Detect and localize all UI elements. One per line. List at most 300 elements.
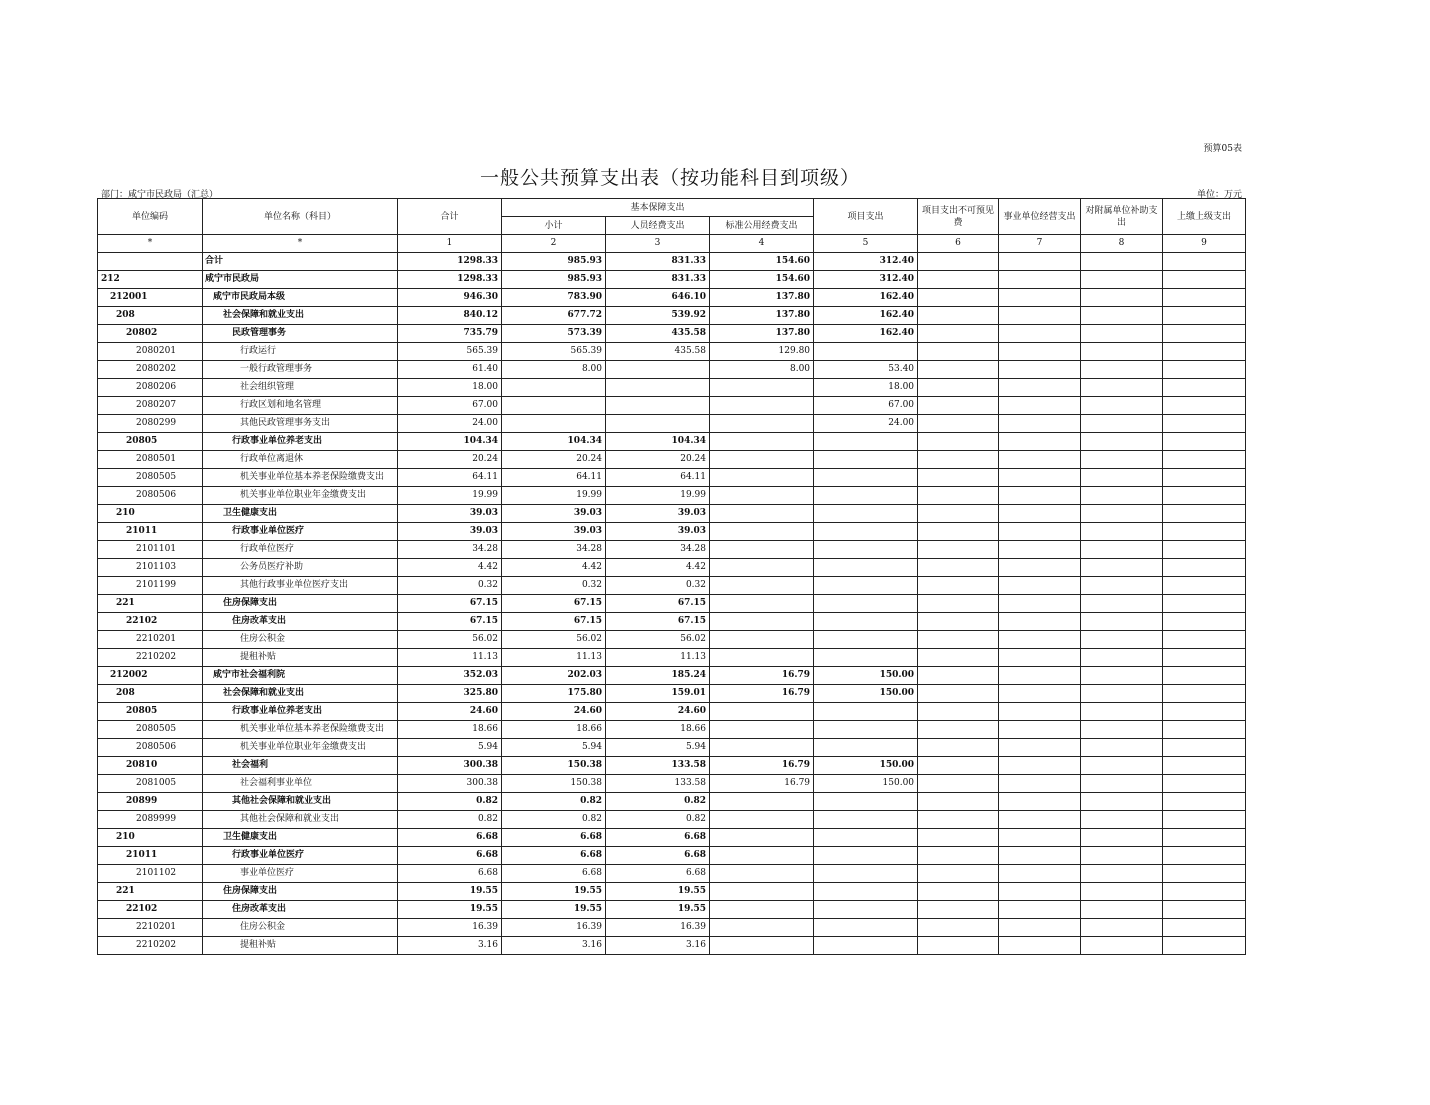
row-value bbox=[1163, 739, 1246, 757]
row-value bbox=[1081, 703, 1163, 721]
row-value bbox=[710, 559, 814, 577]
row-value: 11.13 bbox=[502, 649, 606, 667]
row-value: 64.11 bbox=[398, 469, 502, 487]
row-value: 946.30 bbox=[398, 289, 502, 307]
row-value: 0.82 bbox=[606, 793, 710, 811]
row-name: 行政事业单位养老支出 bbox=[203, 703, 398, 721]
header-business: 事业单位经营支出 bbox=[999, 199, 1081, 235]
row-name: 行政事业单位医疗 bbox=[203, 847, 398, 865]
row-value bbox=[1163, 361, 1246, 379]
row-value: 150.00 bbox=[814, 757, 918, 775]
row-code: 20802 bbox=[98, 325, 203, 343]
row-value bbox=[1163, 649, 1246, 667]
table-row bbox=[98, 703, 1246, 721]
row-value bbox=[1163, 559, 1246, 577]
row-value: 39.03 bbox=[398, 523, 502, 541]
row-value: 137.80 bbox=[710, 289, 814, 307]
row-value: 19.55 bbox=[502, 883, 606, 901]
row-value bbox=[814, 505, 918, 523]
table-row bbox=[98, 775, 1246, 793]
row-value bbox=[814, 577, 918, 595]
table-row bbox=[98, 649, 1246, 667]
row-name: 住房保障支出 bbox=[203, 595, 398, 613]
header-basic-group: 基本保障支出 bbox=[502, 199, 814, 217]
row-value: 6.68 bbox=[606, 847, 710, 865]
row-value bbox=[1081, 505, 1163, 523]
row-value bbox=[1163, 253, 1246, 271]
row-value bbox=[1163, 757, 1246, 775]
unit-label: 单位：万元 bbox=[1196, 190, 1242, 200]
row-value bbox=[918, 307, 999, 325]
row-value: 67.15 bbox=[502, 613, 606, 631]
row-value: 39.03 bbox=[606, 523, 710, 541]
row-value bbox=[710, 739, 814, 757]
row-value bbox=[1163, 487, 1246, 505]
row-value bbox=[1163, 271, 1246, 289]
row-value bbox=[710, 487, 814, 505]
row-value bbox=[814, 847, 918, 865]
row-value bbox=[999, 811, 1081, 829]
row-value bbox=[918, 793, 999, 811]
row-value bbox=[918, 469, 999, 487]
row-code: 2080206 bbox=[98, 379, 203, 397]
header-subtotal: 小计 bbox=[502, 217, 606, 235]
row-value bbox=[710, 883, 814, 901]
row-value bbox=[814, 343, 918, 361]
row-value bbox=[918, 775, 999, 793]
row-value bbox=[1163, 433, 1246, 451]
index-cell: 3 bbox=[606, 235, 710, 253]
row-value: 154.60 bbox=[710, 253, 814, 271]
row-value bbox=[918, 577, 999, 595]
row-code: 2080505 bbox=[98, 721, 203, 739]
row-name: 一般行政管理事务 bbox=[203, 361, 398, 379]
table-row bbox=[98, 757, 1246, 775]
table-row bbox=[98, 469, 1246, 487]
row-value bbox=[814, 865, 918, 883]
row-value bbox=[918, 487, 999, 505]
row-value bbox=[999, 775, 1081, 793]
row-value bbox=[918, 757, 999, 775]
index-cell: 1 bbox=[398, 235, 502, 253]
row-value: 6.68 bbox=[398, 847, 502, 865]
row-name: 其他行政事业单位医疗支出 bbox=[203, 577, 398, 595]
row-value: 104.34 bbox=[398, 433, 502, 451]
row-value: 150.38 bbox=[502, 757, 606, 775]
table-row bbox=[98, 865, 1246, 883]
table-row bbox=[98, 919, 1246, 937]
row-value bbox=[814, 559, 918, 577]
row-value: 34.28 bbox=[606, 541, 710, 559]
row-name: 社会保障和就业支出 bbox=[203, 307, 398, 325]
row-code: 2080506 bbox=[98, 487, 203, 505]
row-value bbox=[918, 523, 999, 541]
row-value: 735.79 bbox=[398, 325, 502, 343]
row-value: 11.13 bbox=[606, 649, 710, 667]
row-name: 其他社会保障和就业支出 bbox=[203, 793, 398, 811]
row-value: 539.92 bbox=[606, 307, 710, 325]
row-name: 社会保障和就业支出 bbox=[203, 685, 398, 703]
row-value bbox=[1163, 595, 1246, 613]
row-value bbox=[918, 613, 999, 631]
row-value bbox=[814, 613, 918, 631]
row-code: 20805 bbox=[98, 703, 203, 721]
row-value bbox=[1163, 523, 1246, 541]
table-row bbox=[98, 343, 1246, 361]
row-code: 2101103 bbox=[98, 559, 203, 577]
row-value bbox=[710, 505, 814, 523]
index-cell: 5 bbox=[814, 235, 918, 253]
row-value: 677.72 bbox=[502, 307, 606, 325]
row-value bbox=[918, 685, 999, 703]
header-project: 项目支出 bbox=[814, 199, 918, 235]
row-value bbox=[814, 829, 918, 847]
row-value bbox=[918, 343, 999, 361]
table-row bbox=[98, 721, 1246, 739]
row-value bbox=[999, 667, 1081, 685]
row-value bbox=[1163, 847, 1246, 865]
row-value bbox=[710, 937, 814, 955]
row-value: 19.55 bbox=[606, 883, 710, 901]
row-code: 210 bbox=[98, 829, 203, 847]
row-code: 2081005 bbox=[98, 775, 203, 793]
row-value bbox=[814, 469, 918, 487]
row-value bbox=[1163, 775, 1246, 793]
row-value bbox=[710, 541, 814, 559]
row-value bbox=[1081, 811, 1163, 829]
row-value bbox=[1163, 469, 1246, 487]
row-code: 212002 bbox=[98, 667, 203, 685]
row-value bbox=[814, 883, 918, 901]
row-value: 19.99 bbox=[606, 487, 710, 505]
row-name: 住房公积金 bbox=[203, 919, 398, 937]
row-value bbox=[1163, 343, 1246, 361]
row-value bbox=[1081, 793, 1163, 811]
row-code: 2101101 bbox=[98, 541, 203, 559]
row-code: 2101102 bbox=[98, 865, 203, 883]
row-code: 208 bbox=[98, 685, 203, 703]
row-code: 20810 bbox=[98, 757, 203, 775]
row-value bbox=[1163, 415, 1246, 433]
row-value bbox=[918, 415, 999, 433]
row-name: 合计 bbox=[203, 253, 398, 271]
page-title: 一般公共预算支出表（按功能科目到项级） bbox=[479, 167, 860, 189]
row-value bbox=[918, 271, 999, 289]
row-value: 5.94 bbox=[398, 739, 502, 757]
row-value: 6.68 bbox=[502, 829, 606, 847]
row-value: 565.39 bbox=[398, 343, 502, 361]
row-value: 150.38 bbox=[502, 775, 606, 793]
row-value: 129.80 bbox=[710, 343, 814, 361]
row-value bbox=[710, 793, 814, 811]
row-code: 208 bbox=[98, 307, 203, 325]
row-value bbox=[999, 739, 1081, 757]
row-value bbox=[918, 901, 999, 919]
row-value: 16.79 bbox=[710, 757, 814, 775]
row-value bbox=[1163, 613, 1246, 631]
row-value: 19.55 bbox=[398, 901, 502, 919]
row-value: 16.39 bbox=[606, 919, 710, 937]
row-value bbox=[918, 667, 999, 685]
table-row bbox=[98, 739, 1246, 757]
row-value bbox=[814, 937, 918, 955]
table-row bbox=[98, 559, 1246, 577]
row-value: 0.82 bbox=[502, 793, 606, 811]
row-value bbox=[1163, 811, 1246, 829]
row-value bbox=[1163, 937, 1246, 955]
row-value bbox=[1081, 919, 1163, 937]
row-value: 53.40 bbox=[814, 361, 918, 379]
row-value bbox=[999, 325, 1081, 343]
row-name: 机关事业单位基本养老保险缴费支出 bbox=[203, 721, 398, 739]
row-value bbox=[918, 847, 999, 865]
row-value bbox=[1081, 739, 1163, 757]
row-code: 2210202 bbox=[98, 937, 203, 955]
row-value bbox=[1163, 793, 1246, 811]
index-cell: * bbox=[98, 235, 203, 253]
row-value bbox=[1081, 451, 1163, 469]
table-row bbox=[98, 379, 1246, 397]
table-row bbox=[98, 253, 1246, 271]
row-value: 24.60 bbox=[606, 703, 710, 721]
row-value: 16.39 bbox=[398, 919, 502, 937]
table-row bbox=[98, 397, 1246, 415]
row-value bbox=[710, 847, 814, 865]
table-row bbox=[98, 523, 1246, 541]
row-value bbox=[814, 739, 918, 757]
row-code: 20899 bbox=[98, 793, 203, 811]
row-value bbox=[1081, 361, 1163, 379]
table-row bbox=[98, 829, 1246, 847]
index-cell: * bbox=[203, 235, 398, 253]
row-name: 提租补贴 bbox=[203, 649, 398, 667]
row-code: 2080202 bbox=[98, 361, 203, 379]
row-value bbox=[1081, 415, 1163, 433]
table-row bbox=[98, 415, 1246, 433]
row-value bbox=[918, 829, 999, 847]
row-value: 185.24 bbox=[606, 667, 710, 685]
row-value: 3.16 bbox=[606, 937, 710, 955]
row-value: 137.80 bbox=[710, 325, 814, 343]
row-value bbox=[1163, 631, 1246, 649]
row-value bbox=[814, 811, 918, 829]
row-value: 16.79 bbox=[710, 775, 814, 793]
row-code: 22102 bbox=[98, 613, 203, 631]
row-value bbox=[999, 361, 1081, 379]
row-name: 其他社会保障和就业支出 bbox=[203, 811, 398, 829]
row-code: 212001 bbox=[98, 289, 203, 307]
row-code: 2080299 bbox=[98, 415, 203, 433]
row-name: 住房公积金 bbox=[203, 631, 398, 649]
row-value bbox=[999, 757, 1081, 775]
row-value bbox=[1163, 685, 1246, 703]
row-value bbox=[1163, 883, 1246, 901]
row-value bbox=[710, 433, 814, 451]
row-code: 2080505 bbox=[98, 469, 203, 487]
row-value bbox=[999, 523, 1081, 541]
row-value: 39.03 bbox=[502, 523, 606, 541]
row-value: 4.42 bbox=[502, 559, 606, 577]
row-value bbox=[918, 505, 999, 523]
row-value bbox=[918, 649, 999, 667]
row-name: 行政事业单位医疗 bbox=[203, 523, 398, 541]
row-value: 39.03 bbox=[502, 505, 606, 523]
row-value bbox=[710, 631, 814, 649]
row-name: 其他民政管理事务支出 bbox=[203, 415, 398, 433]
row-code: 2210201 bbox=[98, 919, 203, 937]
budget-table bbox=[97, 198, 1246, 955]
row-value: 3.16 bbox=[398, 937, 502, 955]
row-value bbox=[999, 919, 1081, 937]
row-value bbox=[1081, 901, 1163, 919]
row-value: 34.28 bbox=[398, 541, 502, 559]
row-value: 162.40 bbox=[814, 325, 918, 343]
row-value bbox=[814, 793, 918, 811]
row-value: 18.66 bbox=[606, 721, 710, 739]
row-value: 831.33 bbox=[606, 271, 710, 289]
header-superior: 上缴上级支出 bbox=[1163, 199, 1246, 235]
row-value: 150.00 bbox=[814, 685, 918, 703]
row-value bbox=[710, 703, 814, 721]
row-value: 565.39 bbox=[502, 343, 606, 361]
row-value bbox=[1163, 919, 1246, 937]
row-name: 行政单位离退休 bbox=[203, 451, 398, 469]
row-value: 67.15 bbox=[398, 613, 502, 631]
row-value: 67.00 bbox=[814, 397, 918, 415]
row-value bbox=[606, 379, 710, 397]
row-value bbox=[606, 361, 710, 379]
row-value bbox=[999, 703, 1081, 721]
row-value bbox=[999, 541, 1081, 559]
row-value bbox=[1081, 487, 1163, 505]
row-value bbox=[1081, 613, 1163, 631]
row-value: 573.39 bbox=[502, 325, 606, 343]
row-code bbox=[98, 253, 203, 271]
row-value bbox=[710, 721, 814, 739]
row-value: 39.03 bbox=[606, 505, 710, 523]
row-value: 61.40 bbox=[398, 361, 502, 379]
row-value bbox=[999, 829, 1081, 847]
row-value bbox=[1163, 829, 1246, 847]
row-name: 咸宁市社会福利院 bbox=[203, 667, 398, 685]
row-value: 8.00 bbox=[502, 361, 606, 379]
row-name: 住房保障支出 bbox=[203, 883, 398, 901]
row-code: 221 bbox=[98, 883, 203, 901]
row-value bbox=[710, 469, 814, 487]
row-name: 卫生健康支出 bbox=[203, 505, 398, 523]
row-value bbox=[918, 451, 999, 469]
row-value: 159.01 bbox=[606, 685, 710, 703]
row-value bbox=[999, 685, 1081, 703]
row-value bbox=[918, 559, 999, 577]
row-value bbox=[999, 649, 1081, 667]
row-value bbox=[814, 919, 918, 937]
row-value: 435.58 bbox=[606, 325, 710, 343]
table-row bbox=[98, 631, 1246, 649]
row-value: 56.02 bbox=[398, 631, 502, 649]
row-value bbox=[710, 901, 814, 919]
row-value bbox=[1081, 541, 1163, 559]
row-value bbox=[1081, 775, 1163, 793]
row-value bbox=[502, 415, 606, 433]
row-value: 3.16 bbox=[502, 937, 606, 955]
header-personnel: 人员经费支出 bbox=[606, 217, 710, 235]
row-value bbox=[999, 631, 1081, 649]
row-value: 312.40 bbox=[814, 253, 918, 271]
row-value bbox=[1163, 667, 1246, 685]
row-value: 6.68 bbox=[502, 865, 606, 883]
row-value bbox=[1081, 721, 1163, 739]
row-value bbox=[814, 433, 918, 451]
row-value bbox=[710, 865, 814, 883]
row-value bbox=[814, 541, 918, 559]
row-value: 4.42 bbox=[398, 559, 502, 577]
row-code: 2210201 bbox=[98, 631, 203, 649]
row-value bbox=[999, 883, 1081, 901]
row-name: 机关事业单位职业年金缴费支出 bbox=[203, 487, 398, 505]
row-value: 20.24 bbox=[398, 451, 502, 469]
row-value bbox=[999, 487, 1081, 505]
row-code: 21011 bbox=[98, 523, 203, 541]
row-value bbox=[918, 739, 999, 757]
row-value: 56.02 bbox=[606, 631, 710, 649]
row-value: 0.82 bbox=[398, 793, 502, 811]
row-value bbox=[1081, 631, 1163, 649]
row-value: 0.82 bbox=[502, 811, 606, 829]
row-value bbox=[1163, 541, 1246, 559]
row-value bbox=[999, 397, 1081, 415]
department-label: 部门：咸宁市民政局（汇总） bbox=[101, 190, 219, 200]
row-name: 事业单位医疗 bbox=[203, 865, 398, 883]
row-value bbox=[710, 523, 814, 541]
row-value bbox=[918, 397, 999, 415]
table-row bbox=[98, 901, 1246, 919]
row-value: 6.68 bbox=[398, 829, 502, 847]
row-value: 831.33 bbox=[606, 253, 710, 271]
index-cell: 2 bbox=[502, 235, 606, 253]
row-value: 67.15 bbox=[398, 595, 502, 613]
row-value bbox=[710, 577, 814, 595]
row-value bbox=[1163, 703, 1246, 721]
table-row bbox=[98, 577, 1246, 595]
index-cell: 4 bbox=[710, 235, 814, 253]
row-value: 67.15 bbox=[606, 595, 710, 613]
row-value: 325.80 bbox=[398, 685, 502, 703]
row-value bbox=[1081, 937, 1163, 955]
row-value bbox=[814, 721, 918, 739]
table-row bbox=[98, 595, 1246, 613]
row-value: 67.15 bbox=[502, 595, 606, 613]
row-value bbox=[918, 595, 999, 613]
row-value bbox=[814, 451, 918, 469]
index-row bbox=[98, 235, 1246, 253]
row-value bbox=[1163, 577, 1246, 595]
row-value bbox=[999, 451, 1081, 469]
row-value bbox=[1081, 757, 1163, 775]
row-value: 300.38 bbox=[398, 757, 502, 775]
row-value: 352.03 bbox=[398, 667, 502, 685]
form-number: 预算05表 bbox=[1203, 144, 1242, 154]
table-row bbox=[98, 325, 1246, 343]
row-value: 0.82 bbox=[606, 811, 710, 829]
row-value: 19.55 bbox=[606, 901, 710, 919]
row-value: 162.40 bbox=[814, 307, 918, 325]
row-value bbox=[918, 703, 999, 721]
row-value: 39.03 bbox=[398, 505, 502, 523]
row-value: 34.28 bbox=[502, 541, 606, 559]
row-value bbox=[999, 595, 1081, 613]
row-value: 16.79 bbox=[710, 685, 814, 703]
